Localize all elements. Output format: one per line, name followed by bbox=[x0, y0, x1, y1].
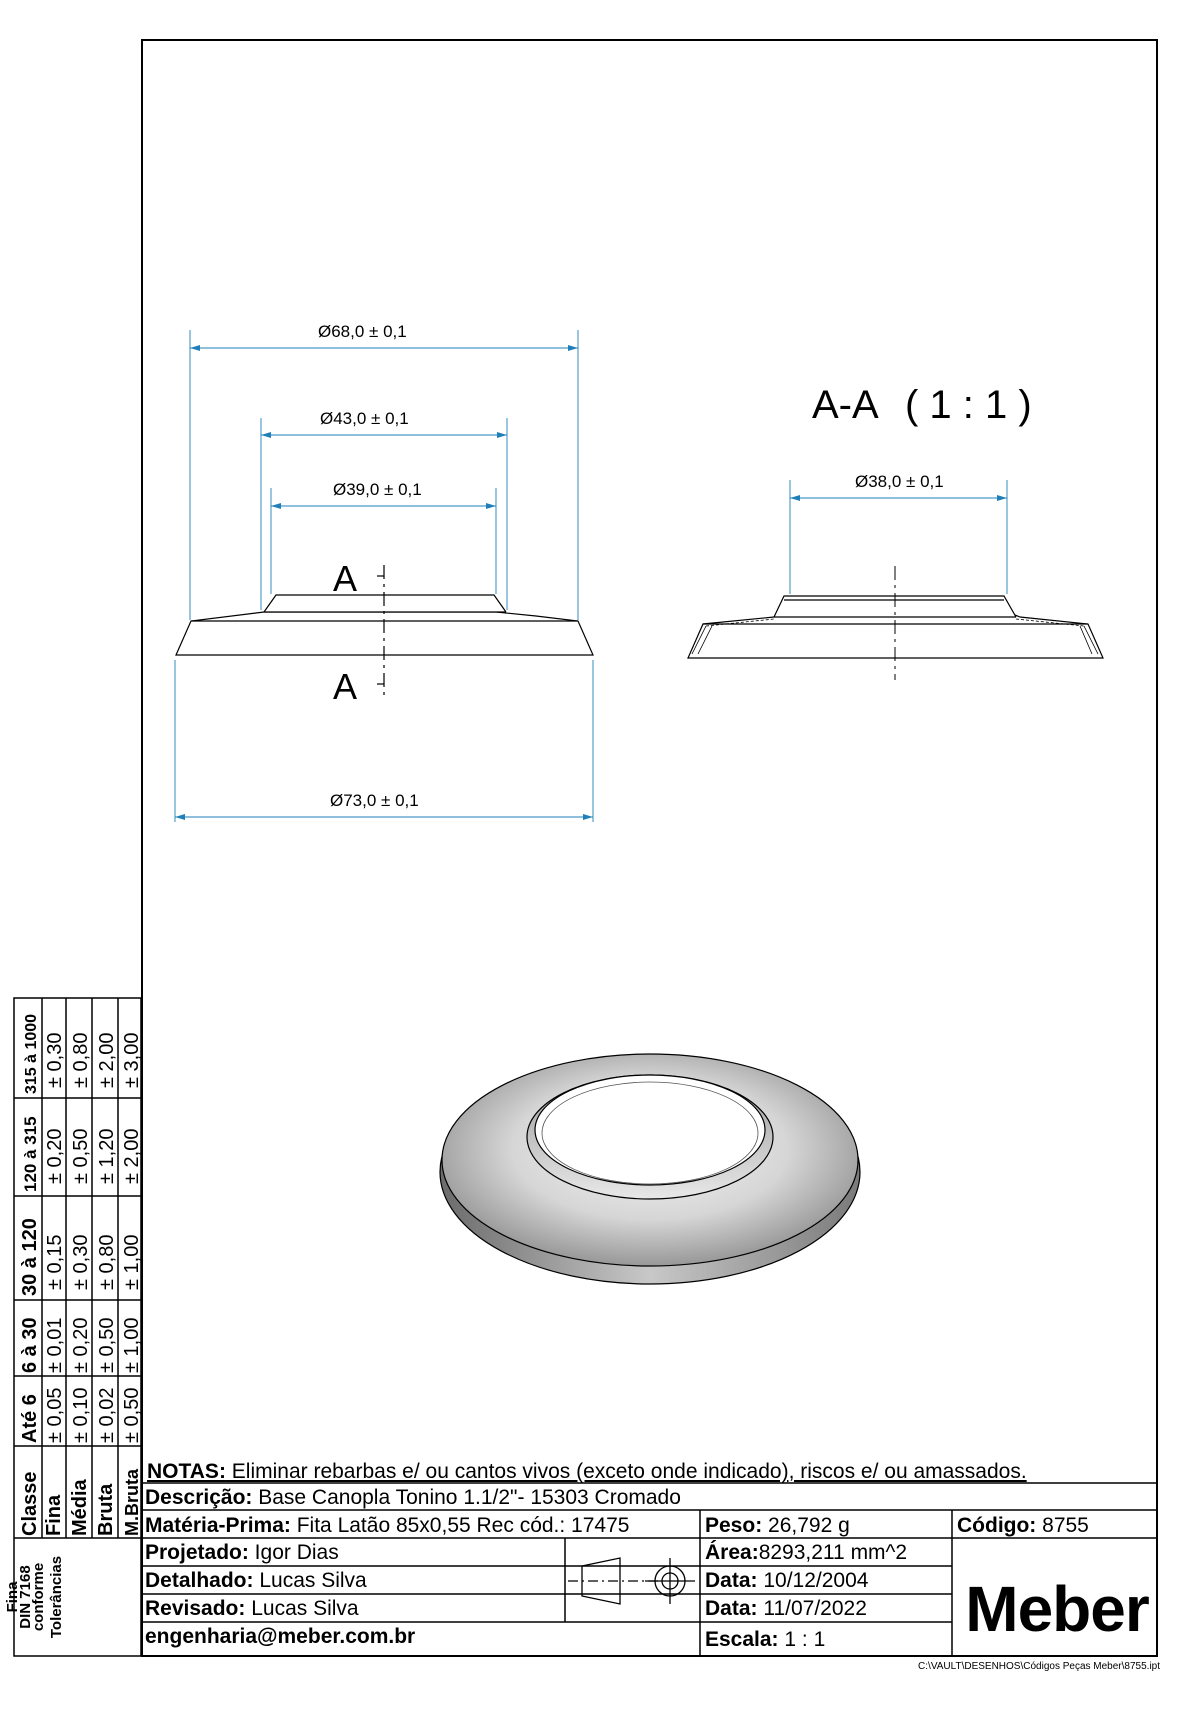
peso-label: Peso: bbox=[705, 1514, 763, 1537]
tol-value: ± 0,80 bbox=[96, 1234, 118, 1290]
tolerance-label-line: DIN 7168 bbox=[17, 1565, 34, 1629]
revisado bbox=[145, 1596, 560, 1622]
data1-value: 10/12/2004 bbox=[757, 1569, 869, 1592]
data-revisao bbox=[705, 1596, 950, 1622]
range-label: Até 6 bbox=[19, 1394, 41, 1443]
data-criacao bbox=[705, 1568, 950, 1594]
tol-value: ± 0,10 bbox=[70, 1387, 92, 1443]
notes-text: Eliminar rebarbas e/ ou cantos vivos (exceto onde indicado), riscos e/ ou amassados. bbox=[225, 1460, 1027, 1483]
tol-value: ± 0,80 bbox=[70, 1032, 92, 1088]
dimension-d39: Ø39,0 ± 0,1 bbox=[333, 480, 422, 499]
class-header: Classe bbox=[19, 1471, 41, 1536]
materia-value: Fita Latão 85x0,55 Rec cód.: 17475 bbox=[290, 1514, 630, 1537]
escala-value: 1 : 1 bbox=[778, 1628, 826, 1651]
section-view-scale: ( 1 : 1 ) bbox=[905, 383, 1032, 427]
data2-value: 11/07/2022 bbox=[757, 1597, 867, 1620]
dimension-d38: Ø38,0 ± 0,1 bbox=[855, 472, 944, 491]
tol-value: ± 0,30 bbox=[70, 1234, 92, 1290]
revisado-value: Lucas Silva bbox=[245, 1597, 359, 1620]
notes bbox=[147, 1459, 1152, 1485]
materia-prima bbox=[145, 1513, 695, 1539]
projetado-value: Igor Dias bbox=[248, 1541, 339, 1564]
range-label: 30 à 120 bbox=[19, 1218, 41, 1296]
tolerance-label-line: conforme bbox=[30, 1562, 47, 1632]
tol-value: ± 0,50 bbox=[96, 1317, 118, 1373]
tol-value: ± 0,20 bbox=[44, 1128, 66, 1184]
codigo-value: 8755 bbox=[1036, 1514, 1089, 1537]
descricao-label: Descrição: bbox=[145, 1486, 253, 1509]
notes-label: NOTAS: bbox=[147, 1460, 226, 1483]
tol-value: ± 1,00 bbox=[121, 1317, 143, 1373]
range-label: 6 à 30 bbox=[19, 1317, 41, 1373]
section-mark-top: A bbox=[333, 558, 358, 599]
projetado-label: Projetado: bbox=[145, 1541, 249, 1564]
tol-value: ± 2,00 bbox=[121, 1128, 143, 1184]
data2-label: Data: bbox=[705, 1597, 758, 1620]
area-label: Área: bbox=[705, 1541, 759, 1564]
codigo-label: Código: bbox=[957, 1514, 1037, 1537]
class-media: Média bbox=[69, 1479, 91, 1536]
section-mark-bottom: A bbox=[333, 666, 358, 707]
detalhado-value: Lucas Silva bbox=[253, 1569, 367, 1592]
escala bbox=[705, 1627, 950, 1653]
peso bbox=[705, 1513, 945, 1539]
tol-value: ± 0,50 bbox=[70, 1128, 92, 1184]
tolerance-label-line: Fina bbox=[4, 1581, 21, 1613]
peso-value: 26,792 g bbox=[762, 1514, 850, 1537]
tol-value: ± 2,00 bbox=[96, 1032, 118, 1088]
area bbox=[705, 1540, 950, 1566]
dimension-d43: Ø43,0 ± 0,1 bbox=[320, 409, 409, 428]
tol-value: ± 0,20 bbox=[70, 1317, 92, 1373]
section-view-label: A-A bbox=[812, 383, 879, 427]
dimension-d68: Ø68,0 ± 0,1 bbox=[318, 322, 407, 341]
tol-value: ± 0,15 bbox=[44, 1234, 66, 1290]
detalhado-label: Detalhado: bbox=[145, 1569, 254, 1592]
file-path: C:\VAULT\DESENHOS\Códigos Peças Meber\8755.ipt bbox=[918, 1661, 1160, 1672]
class-bruta: Bruta bbox=[95, 1483, 117, 1536]
projetado bbox=[145, 1540, 560, 1566]
tol-value: ± 1,00 bbox=[121, 1234, 143, 1290]
escala-label: Escala: bbox=[705, 1628, 779, 1651]
tol-value: ± 1,20 bbox=[96, 1128, 118, 1184]
detalhado bbox=[145, 1568, 560, 1594]
dimension-d73: Ø73,0 ± 0,1 bbox=[330, 791, 419, 810]
range-label: 120 à 315 bbox=[21, 1116, 40, 1192]
tol-value: ± 0,30 bbox=[44, 1032, 66, 1088]
data1-label: Data: bbox=[705, 1569, 758, 1592]
descricao-value: Base Canopla Tonino 1.1/2"- 15303 Cromado bbox=[252, 1486, 681, 1509]
tolerance-label-line: Tolerâncias bbox=[48, 1555, 65, 1639]
area-value: 8293,211 mm^2 bbox=[758, 1541, 908, 1564]
tol-value: ± 0,02 bbox=[96, 1387, 118, 1443]
email-link[interactable]: engenharia@meber.com.br bbox=[145, 1625, 416, 1648]
meber-logo: Meber bbox=[965, 1573, 1149, 1645]
tol-value: ± 0,50 bbox=[121, 1387, 143, 1443]
codigo bbox=[957, 1513, 1152, 1539]
tol-value: ± 0,01 bbox=[44, 1317, 66, 1373]
class-fina: Fina bbox=[43, 1494, 65, 1536]
revisado-label: Revisado: bbox=[145, 1597, 246, 1620]
tol-value: ± 3,00 bbox=[121, 1032, 143, 1088]
tol-value: ± 0,05 bbox=[44, 1387, 66, 1443]
class-mbruta: M.Bruta bbox=[122, 1469, 142, 1536]
range-label: 315 à 1000 bbox=[23, 1013, 40, 1094]
descricao bbox=[145, 1485, 1150, 1511]
materia-label: Matéria-Prima: bbox=[145, 1514, 291, 1537]
